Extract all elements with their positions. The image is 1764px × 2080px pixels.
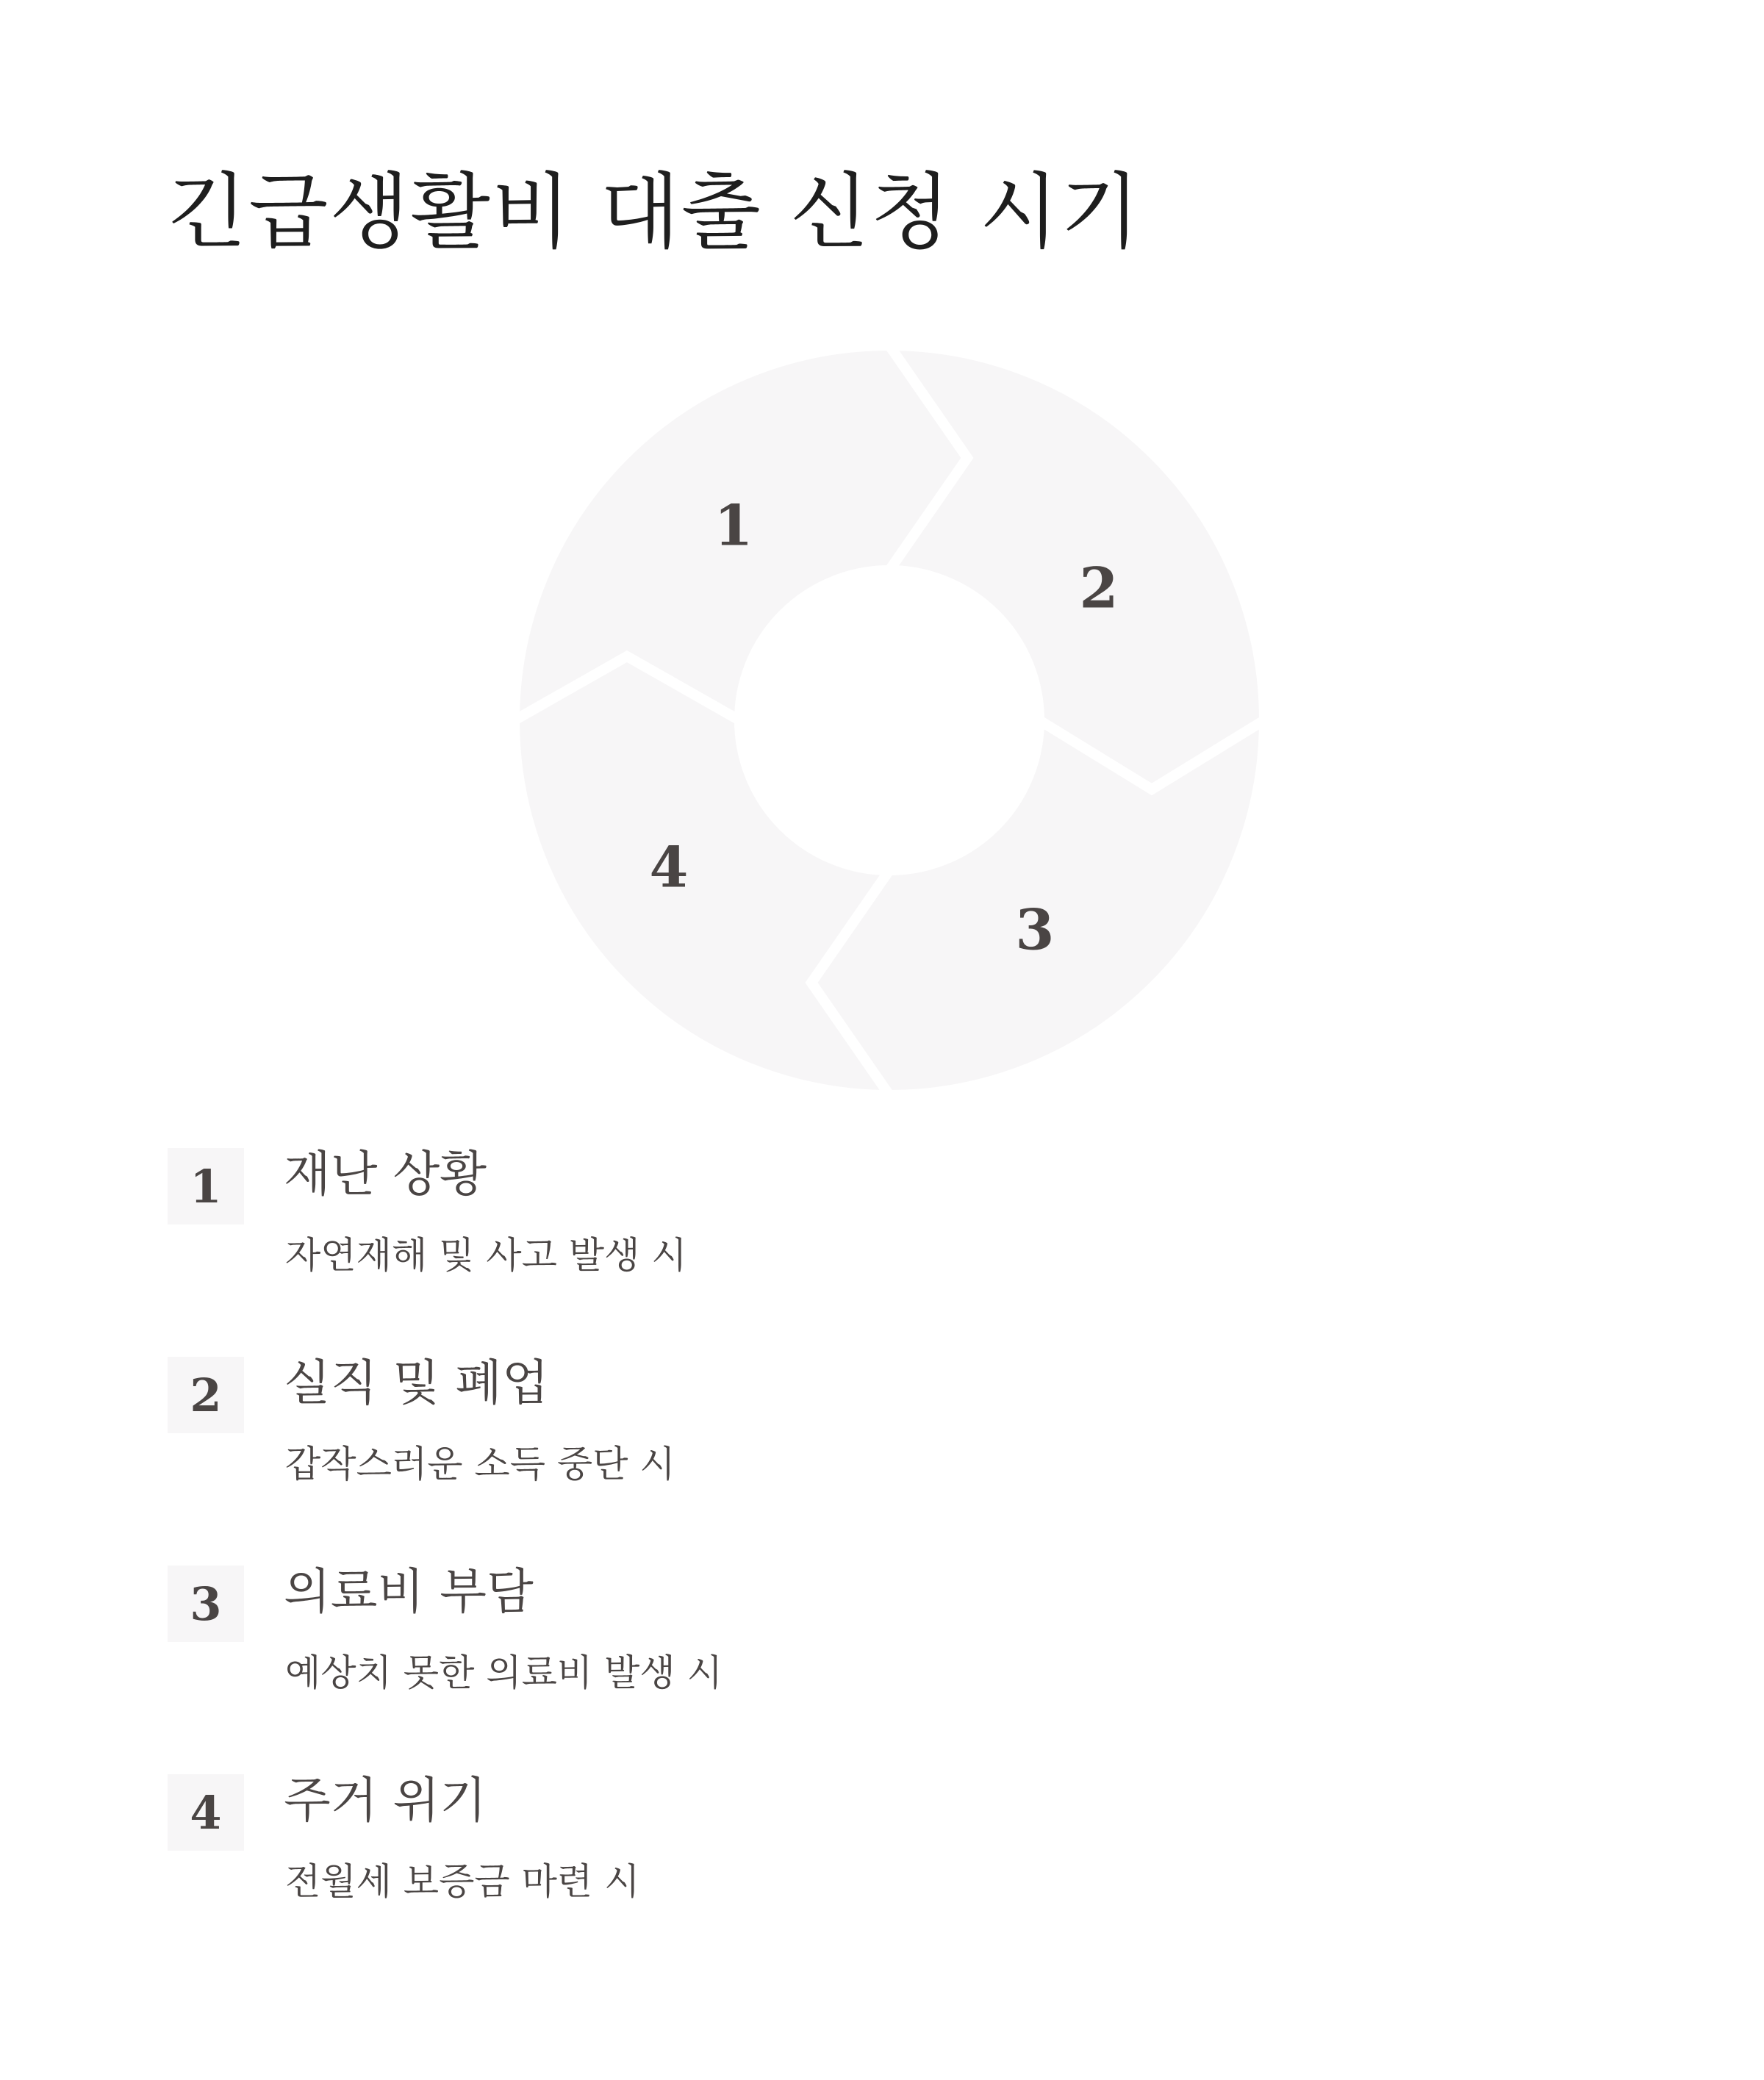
cycle-label-1: 1 [714, 492, 753, 559]
page-title: 긴급생활비 대출 신청 시기 [168, 165, 1141, 260]
cycle-segment-2 [889, 345, 1264, 789]
cycle-label-2: 2 [1079, 555, 1119, 621]
step-description: 예상치 못한 의료비 발생 시 [285, 1652, 723, 1694]
step-description: 전월세 보증금 마련 시 [285, 1860, 640, 1903]
step-number-badge: 2 [168, 1357, 244, 1433]
list-item [168, 1132, 1564, 1341]
step-description: 갑작스러운 소득 중단 시 [285, 1443, 675, 1485]
step-title: 재난 상황 [284, 1146, 487, 1202]
list-item [168, 1549, 1564, 1758]
step-description: 자연재해 및 사고 발생 시 [285, 1234, 687, 1277]
cycle-diagram [500, 331, 1279, 1110]
list-item [168, 1758, 1564, 1967]
step-list [168, 1132, 1564, 1967]
step-title: 주거 위기 [284, 1772, 487, 1829]
list-item [168, 1341, 1564, 1549]
step-title: 실직 및 폐업 [284, 1355, 549, 1411]
cycle-diagram-svg [500, 331, 1279, 1110]
step-number-badge: 3 [168, 1566, 244, 1642]
step-number-badge: 1 [168, 1148, 244, 1224]
step-title: 의료비 부담 [284, 1563, 534, 1620]
cycle-label-3: 3 [1015, 897, 1055, 963]
cycle-label-4: 4 [649, 834, 689, 900]
cycle-segment-4 [514, 656, 889, 1095]
step-number-badge: 4 [168, 1774, 244, 1851]
